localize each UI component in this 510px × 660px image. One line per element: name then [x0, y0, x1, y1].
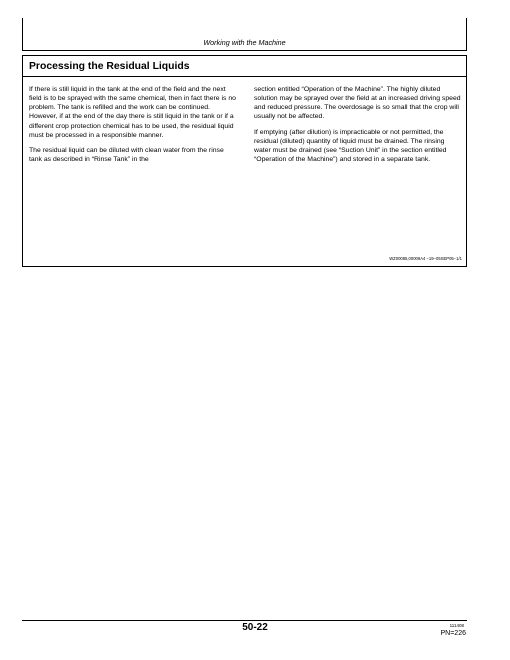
title-divider: [23, 76, 466, 77]
footer-rule: [22, 620, 467, 621]
section-title: Processing the Residual Liquids: [29, 61, 190, 72]
paragraph: The residual liquid can be diluted with clean water from the rinse tank as described in “Rinse Tank” in the: [29, 146, 224, 164]
footer-code: 111408: [449, 623, 464, 628]
section-box: [22, 55, 467, 267]
reference-code: WZ00085,00009A4 −19−05SEP05−1/1: [389, 256, 462, 261]
paragraph: If emptying (after dilution) is impracticable or not permitted, the residual (diluted) quantity of liquid must be drained. The rinsing water must be drained (see “Suction Unit” in the section entitled “Operation of the Machine”) and stored in a separate tank.: [254, 128, 447, 164]
running-head: Working with the Machine: [203, 38, 286, 47]
footer-pn: PN=226: [440, 630, 466, 637]
page-number: 50-22: [242, 622, 268, 633]
right-column: [254, 85, 462, 170]
paragraph: section entitled “Operation of the Machine”. The highly diluted solution may be sprayed over the field at an increased driving speed and reduced pressure. The overdosage is so small that the crop will usually not be affected.: [254, 86, 461, 121]
header-bar: [22, 35, 467, 51]
left-column: [29, 85, 237, 170]
paragraph: If there is still liquid in the tank at the end of the field and the next field is to be sprayed with the same chemical, then in fact there is no problem. The tank is refilled and the work can be continued. However, if at the end of the day there is still liquid in the tank or if a different crop protection chemical has to be used, the residual liquid must be processed in a responsible manner.: [29, 86, 236, 139]
